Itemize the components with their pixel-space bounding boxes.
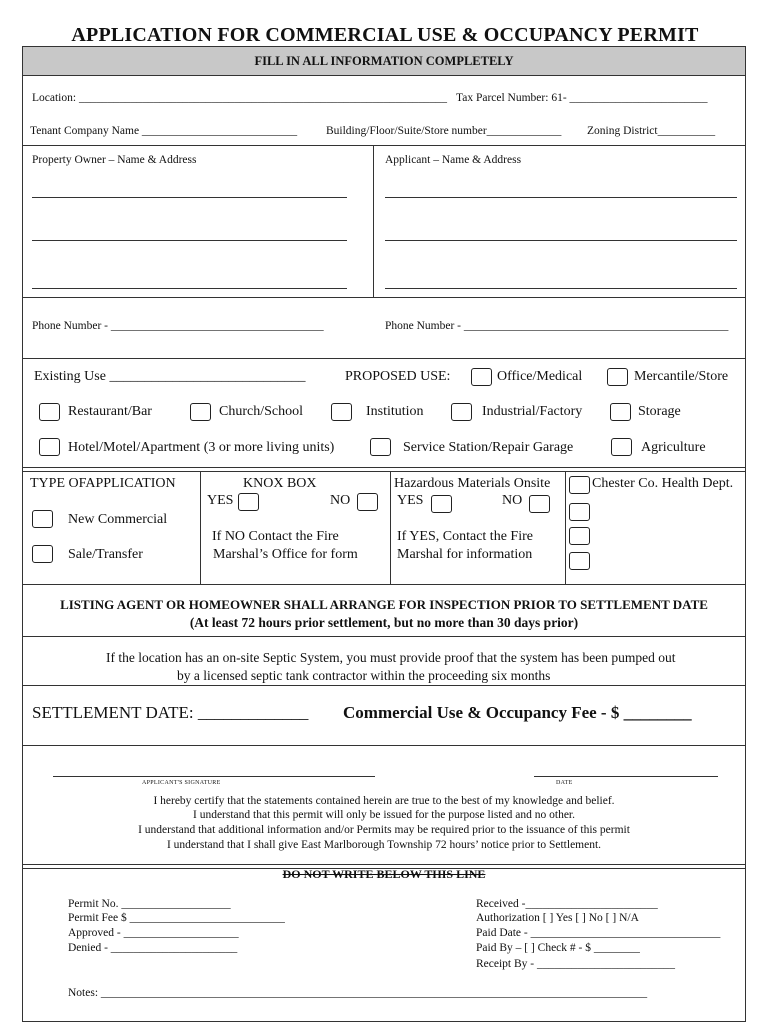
existing-use-field[interactable]: Existing Use ____________________________ <box>34 369 306 384</box>
hazmat-label: Hazardous Materials Onsite <box>394 476 551 491</box>
divider <box>23 358 745 359</box>
certification-line-1: I hereby certify that the statements contained herein are true to the best of my knowledge and belief. <box>153 795 615 807</box>
received-field: Received -_______________________ <box>476 898 658 910</box>
signature-date-line[interactable] <box>534 776 718 777</box>
zoning-district-field[interactable]: Zoning District__________ <box>587 125 716 137</box>
receipt-by-field: Receipt By - ________________________ <box>476 958 675 970</box>
knox-box-label: KNOX BOX <box>243 476 317 491</box>
column-divider <box>373 145 374 297</box>
tenant-company-field[interactable]: Tenant Company Name ___________________________ <box>30 125 298 137</box>
hotel-checkbox[interactable] <box>39 438 60 456</box>
inspection-timing: (At least 72 hours prior settlement, but no more than 30 days prior) <box>189 615 579 630</box>
new-commercial-checkbox[interactable] <box>32 510 53 528</box>
applicant-line-3[interactable] <box>385 288 737 289</box>
permit-number-field: Permit No. ___________________ <box>68 898 231 910</box>
septic-notice: If the location has an on-site Septic System, you must provide proof that the system has been pumped out <box>106 650 676 665</box>
hazmat-note-2: Marshal for information <box>397 547 533 562</box>
industrial-checkbox[interactable] <box>451 403 472 421</box>
certification-line-4: I understand that I shall give East Marlborough Township 72 hours’ notice prior to Settlement. <box>166 839 602 851</box>
restaurant-label: Restaurant/Bar <box>68 404 152 419</box>
restaurant-checkbox[interactable] <box>39 403 60 421</box>
health-dept-label: Chester Co. Health Dept. <box>592 476 734 491</box>
institution-checkbox[interactable] <box>331 403 352 421</box>
church-school-checkbox[interactable] <box>190 403 211 421</box>
health-dept-checkbox-2[interactable] <box>569 503 590 521</box>
column-divider <box>200 471 201 584</box>
owner-line-3[interactable] <box>32 288 347 289</box>
agriculture-checkbox[interactable] <box>611 438 632 456</box>
instruction-banner: FILL IN ALL INFORMATION COMPLETELY <box>23 47 745 76</box>
authorization-field: Authorization [ ] Yes [ ] No [ ] N/A <box>476 912 639 924</box>
signature-date-label: DATE <box>556 780 573 786</box>
hotel-label: Hotel/Motel/Apartment (3 or more living units) <box>68 440 335 455</box>
applicant-phone-field[interactable]: Phone Number - ______________________________________________ <box>385 320 729 332</box>
health-dept-checkbox-3[interactable] <box>569 527 590 545</box>
page-title: APPLICATION FOR COMMERCIAL USE & OCCUPANCY PERMIT <box>71 24 699 46</box>
applicant-line-2[interactable] <box>385 240 737 241</box>
institution-label: Institution <box>366 404 424 419</box>
knox-note-2: Marshal’s Office for form <box>213 547 358 562</box>
sale-transfer-label: Sale/Transfer <box>68 547 143 562</box>
inspection-notice: LISTING AGENT OR HOMEOWNER SHALL ARRANGE FOR INSPECTION PRIOR TO SETTLEMENT DATE <box>60 597 708 612</box>
office-medical-label: Office/Medical <box>497 369 583 384</box>
health-dept-checkbox-4[interactable] <box>569 552 590 570</box>
service-station-checkbox[interactable] <box>370 438 391 456</box>
certification-line-2: I understand that this permit will only be issued for the purpose listed and no other. <box>193 809 575 821</box>
divider <box>23 145 745 146</box>
hazmat-no-label: NO <box>502 493 523 508</box>
applicant-label: Applicant – Name & Address <box>385 154 522 166</box>
column-divider <box>390 471 391 584</box>
certification-line-3: I understand that additional information and/or Permits may be required prior to the issuance of this permit <box>138 824 630 836</box>
column-divider <box>565 471 566 584</box>
property-owner-label: Property Owner – Name & Address <box>32 154 197 166</box>
divider <box>23 685 745 686</box>
owner-line-2[interactable] <box>32 240 347 241</box>
new-commercial-label: New Commercial <box>68 512 168 527</box>
notes-field: Notes: _______________________________________________________________________________________________ <box>68 987 648 999</box>
paid-date-field: Paid Date - _________________________________ <box>476 927 721 939</box>
approved-field: Approved - ____________________ <box>68 927 239 939</box>
church-school-label: Church/School <box>219 404 303 419</box>
settlement-date-field[interactable]: SETTLEMENT DATE: _____________ <box>32 703 309 722</box>
service-station-label: Service Station/Repair Garage <box>403 440 574 455</box>
storage-checkbox[interactable] <box>610 403 631 421</box>
hazmat-no-checkbox[interactable] <box>529 495 550 513</box>
paid-by-field: Paid By – [ ] Check # - $ ________ <box>476 942 640 954</box>
location-field[interactable]: Location: ________________________________________________________________ <box>32 92 447 104</box>
divider <box>23 467 745 468</box>
knox-yes-label: YES <box>207 493 234 508</box>
occupancy-fee-field[interactable]: Commercial Use & Occupancy Fee - $ ________ <box>343 703 692 722</box>
agriculture-label: Agriculture <box>641 440 706 455</box>
tax-parcel-field[interactable]: Tax Parcel Number: 61- ________________________ <box>456 92 708 104</box>
divider <box>23 471 745 472</box>
mercantile-label: Mercantile/Store <box>634 369 729 384</box>
type-of-application-label: TYPE OFAPPLICATION <box>30 476 176 491</box>
divider <box>23 297 745 298</box>
proposed-use-label: PROPOSED USE: <box>345 369 451 384</box>
permit-fee-field: Permit Fee $ ___________________________ <box>68 912 285 924</box>
storage-label: Storage <box>638 404 681 419</box>
industrial-label: Industrial/Factory <box>482 404 583 419</box>
knox-no-checkbox[interactable] <box>357 493 378 511</box>
divider <box>23 864 745 865</box>
applicant-line-1[interactable] <box>385 197 737 198</box>
owner-phone-field[interactable]: Phone Number - _____________________________________ <box>32 320 324 332</box>
hazmat-note-1: If YES, Contact the Fire <box>397 529 533 544</box>
knox-note-1: If NO Contact the Fire <box>212 529 339 544</box>
applicant-signature-label: APPLICANT'S SIGNATURE <box>142 780 221 786</box>
hazmat-yes-label: YES <box>397 493 424 508</box>
applicant-signature-line[interactable] <box>53 776 375 777</box>
denied-field: Denied - ______________________ <box>68 942 238 954</box>
septic-notice-2: by a licensed septic tank contractor within the proceeding six months <box>177 668 551 683</box>
office-use-header: DO NOT WRITE BELOW THIS LINE <box>282 867 486 881</box>
divider <box>23 745 745 746</box>
hazmat-yes-checkbox[interactable] <box>431 495 452 513</box>
knox-no-label: NO <box>330 493 351 508</box>
office-medical-checkbox[interactable] <box>471 368 492 386</box>
divider <box>23 636 745 637</box>
health-dept-checkbox[interactable] <box>569 476 590 494</box>
divider <box>23 584 745 585</box>
knox-yes-checkbox[interactable] <box>238 493 259 511</box>
mercantile-checkbox[interactable] <box>607 368 628 386</box>
sale-transfer-checkbox[interactable] <box>32 545 53 563</box>
building-number-field[interactable]: Building/Floor/Suite/Store number_____________ <box>326 125 562 137</box>
owner-line-1[interactable] <box>32 197 347 198</box>
